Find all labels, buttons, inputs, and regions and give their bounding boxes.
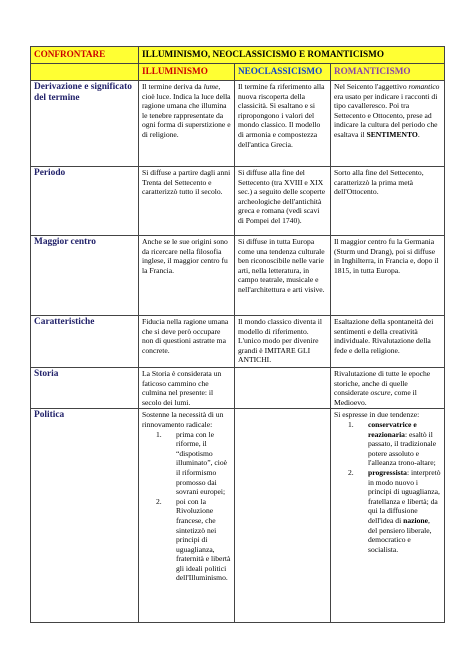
- col-header-romanticismo: ROMANTICISMO: [331, 64, 445, 81]
- text: , come il Medioevo.: [334, 388, 417, 407]
- list-number: 2.: [348, 467, 354, 477]
- cell-centro-neoclassicismo: Si diffuse in tutta Europa come una tendenza culturale ben riconoscibile nelle varie arti, nella letteratura, in campo teatrale, musicale e nell'architettura e arti visive.: [235, 236, 331, 316]
- text: .: [417, 129, 420, 139]
- text: Il termine deriva da: [142, 82, 204, 91]
- col-header-neoclassicismo: NEOCLASSICISMO: [235, 64, 331, 81]
- text: Si espresse in due tendenze:: [334, 410, 420, 420]
- table-row: [31, 409, 445, 623]
- text-bold: SENTIMENTO: [366, 129, 418, 139]
- cell-caratteristiche-illuminismo: Fiducia nella ragione umana che si deve però occupare non di questioni astratte ma concrete.: [139, 316, 235, 368]
- list-item: [334, 468, 441, 554]
- text: poi con la Rivoluzione francese, che sintetizzò nei principi di uguaglianza, fraternità e libertà gli ideali politici dell'Illuminismo.: [176, 496, 231, 583]
- table-row: [31, 81, 445, 167]
- text-italic: romantico: [408, 82, 440, 91]
- cell-derivazione-illuminismo: [139, 81, 235, 167]
- cell-derivazione-neoclassicismo: Il termine fa riferimento alla nuova riscoperta della classicità. Si esaltano e si ripropongono i valori del mondo classico. Il modello di armonia e compostezza dell'antica Grecia.: [235, 81, 331, 167]
- list-item: [142, 497, 231, 583]
- text: prima con le riforme, il “dispotismo illuminato”, cioè il riformismo promosso dai sovrani europei;: [176, 429, 228, 497]
- text-bold: nazione: [403, 515, 429, 525]
- row-label-derivazione: Derivazione e significato del termine: [31, 81, 139, 167]
- row-label-caratteristiche: Caratteristiche: [31, 316, 139, 368]
- cell-politica-romanticismo: [331, 409, 445, 623]
- text: : interpretò in modo nuovo i principi di uguaglianza, fratellanza e libertà; da qui la diffusione dell'idea di: [368, 467, 441, 525]
- table-row: [31, 236, 445, 316]
- cell-centro-illuminismo: Anche se le sue origini sono da ricercare nella filosofia inglese, il maggior centro fu la Francia.: [139, 236, 235, 316]
- table-row: [31, 167, 445, 236]
- row-label-politica: Politica: [31, 409, 139, 623]
- row-label-centro: Maggior centro: [31, 236, 139, 316]
- header-empty-cell: [31, 64, 139, 81]
- list: [142, 430, 231, 584]
- text: Sostenne la necessità di un rinnovamento radicale:: [142, 410, 224, 429]
- text-bold: progressista: [368, 467, 407, 477]
- list-item: [334, 420, 441, 468]
- cell-storia-neoclassicismo: [235, 368, 331, 409]
- cell-periodo-neoclassicismo: Si diffuse alla fine del Settecento (tra XVIII e XIX sec.) a seguito delle scoperte archeologiche dell'antichità greca e romana (vedi scavi di Pompei del 1740).: [235, 167, 331, 236]
- text-italic: oscure: [370, 388, 391, 398]
- table-row: [31, 368, 445, 409]
- cell-caratteristiche-romanticismo: Esaltazione della spontaneità dei sentimenti e della creatività individuale. Rivalutazione della fede e della religione.: [331, 316, 445, 368]
- text: Nel Seicento l'aggettivo: [334, 82, 409, 91]
- row-label-periodo: Periodo: [31, 167, 139, 236]
- list-number: 1.: [156, 429, 162, 439]
- text: Rivalutazione di tutte le epoche storiche, anche di quelle considerate: [334, 369, 431, 398]
- row-label-storia: Storia: [31, 368, 139, 409]
- text: .: [269, 355, 272, 365]
- cell-centro-romanticismo: Il maggior centro fu la Germania (Sturm und Drang), poi si diffuse in Inghilterra, in Francia e, dopo il 1815, in tutta Europa.: [331, 236, 445, 316]
- cell-politica-illuminismo: [139, 409, 235, 623]
- list-number: 1.: [348, 419, 354, 429]
- cell-derivazione-romanticismo: [331, 81, 445, 167]
- table-title: ILLUMINISMO, NEOCLASSICISMO E ROMANTICISMO: [139, 47, 445, 64]
- text-bold: conservatrice e reazionaria: [368, 419, 417, 439]
- cell-storia-romanticismo: [331, 368, 445, 409]
- text: , cioè luce. Indica la luce della ragione umana che illumina le tenebre rappresentate da ogni forma di superstizione e di religione.: [142, 82, 231, 139]
- cell-periodo-illuminismo: Si diffuse a partire dagli anni Trenta del Settecento e caratterizzò tutto il secolo.: [139, 167, 235, 236]
- text: Il mondo classico diventa il modello di riferimento. L'unico modo per divenire grandi è IMITARE GLI ANTICHI: [238, 317, 322, 365]
- list-item: [142, 430, 231, 497]
- cell-politica-neoclassicismo: [235, 409, 331, 623]
- text: era usato per indicare i racconti di tipo cavalleresco. Poi tra Settecento e Ottocento, prese ad indicare la cultura del periodo che esaltava il: [334, 91, 438, 139]
- cell-periodo-romanticismo: Sorto alla fine del Settecento, caratterizzò la prima metà dell'Ottocento.: [331, 167, 445, 236]
- text: : esaltò il passato, il tradizionale potere assoluto e l'alleanza trono-altare;: [368, 429, 437, 468]
- list: [334, 420, 441, 554]
- text: , del pensiero liberale, democratico e socialista.: [368, 515, 432, 554]
- comparison-table: [30, 46, 445, 623]
- confrontare-header: CONFRONTARE: [31, 47, 139, 64]
- text-italic: lume: [203, 82, 219, 91]
- cell-storia-illuminismo: La Storia è considerata un faticoso cammino che culmina nel presente: il secolo dei lumi.: [139, 368, 235, 409]
- cell-caratteristiche-neoclassicismo: [235, 316, 331, 368]
- list-number: 2.: [156, 496, 162, 506]
- table-row: [31, 316, 445, 368]
- col-header-illuminismo: ILLUMINISMO: [139, 64, 235, 81]
